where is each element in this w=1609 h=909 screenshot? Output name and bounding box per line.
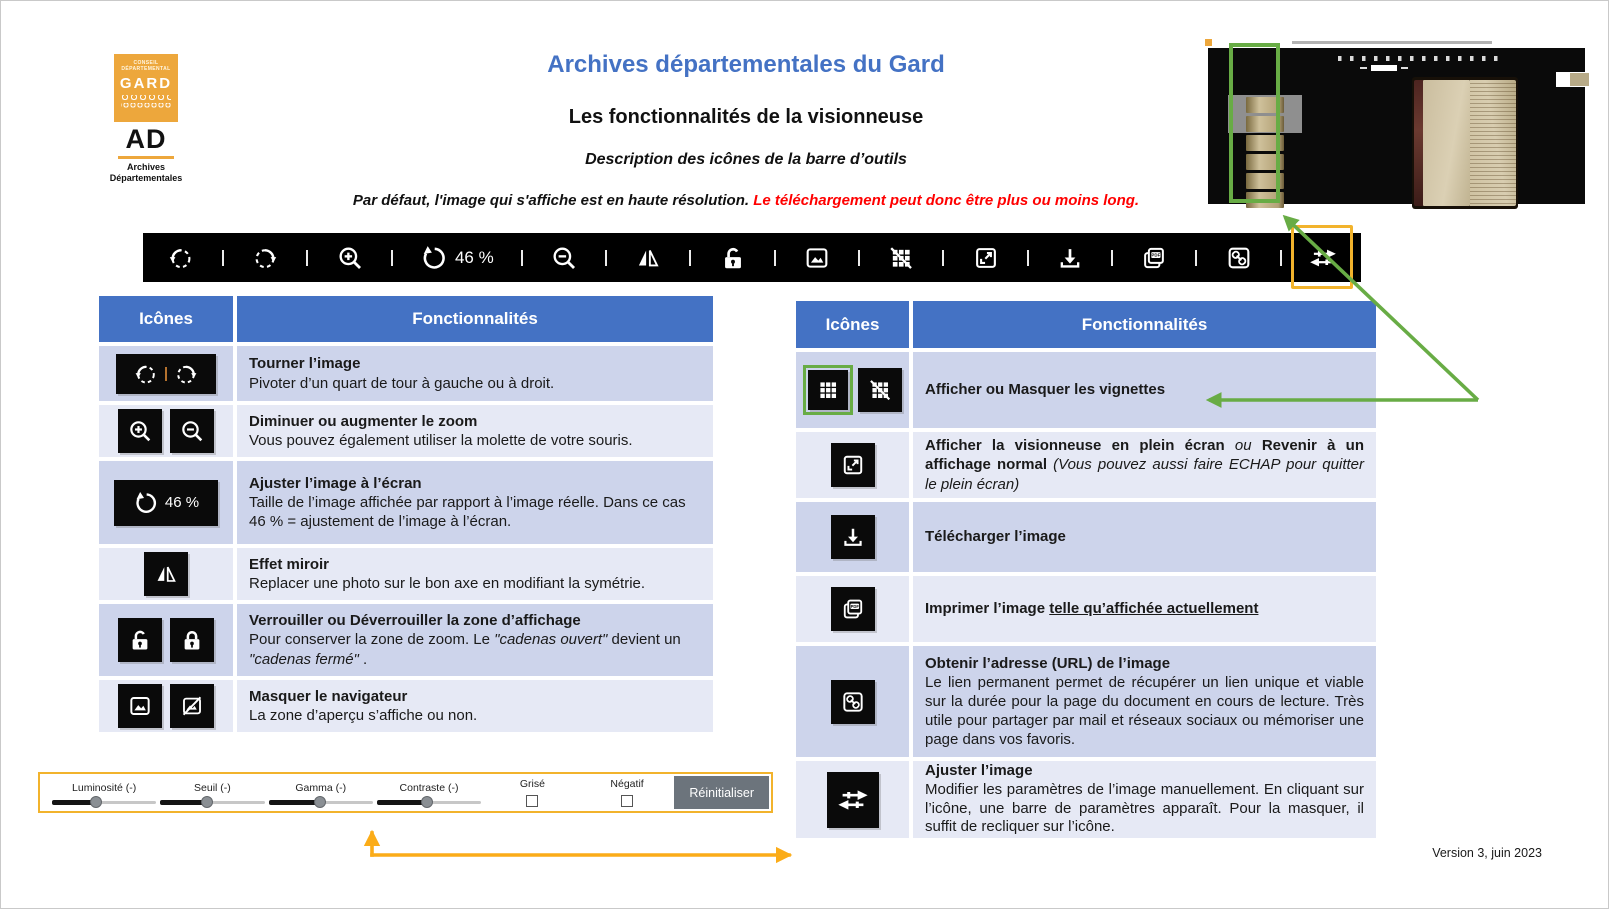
download-icon xyxy=(1056,244,1084,272)
image-parameters-bar xyxy=(38,772,773,813)
logo-caption2: Départementales xyxy=(109,173,183,184)
table-row-thumbnails xyxy=(796,352,1376,428)
zoom-out-button[interactable] xyxy=(550,244,578,272)
feature-title: Ajuster l’image à l’écran xyxy=(249,474,422,492)
permalink-illustration xyxy=(831,680,875,724)
gard-logo xyxy=(86,54,206,185)
feature-title: Tourner l’image xyxy=(249,355,361,373)
checkbox-label: Négatif xyxy=(610,778,644,790)
sliders-icon xyxy=(837,784,869,816)
viewer-book-image xyxy=(1412,77,1518,209)
grise-checkbox[interactable] xyxy=(526,795,538,807)
toolbar-separator xyxy=(306,250,308,266)
toolbar-separator xyxy=(605,250,607,266)
slider-label: Seuil (-) xyxy=(194,781,231,794)
viewer-logo-icon xyxy=(1205,39,1212,46)
viewer-overview-thumbnail xyxy=(1556,72,1590,87)
rotate-right-icon xyxy=(251,244,279,272)
toolbar-separator xyxy=(1195,250,1197,266)
thumbnails-off-icon xyxy=(887,244,915,272)
hide-thumbnails-button[interactable] xyxy=(887,244,915,272)
column-header-icons: Icônes xyxy=(796,301,909,348)
feature-title: Obtenir l’adresse (URL) de l’image xyxy=(925,654,1171,672)
slider-knob[interactable] xyxy=(314,796,326,808)
thumbnails-off-icon xyxy=(867,377,893,403)
slider-group-seuil xyxy=(160,782,264,804)
feature-title: Effet miroir xyxy=(249,555,330,573)
rotate-icons-illustration xyxy=(116,354,216,394)
icons-table-left xyxy=(99,296,713,732)
navigator-icon xyxy=(803,244,831,272)
slider-label: Gamma (-) xyxy=(295,781,347,794)
viewer-page-indicator xyxy=(1360,65,1408,71)
feature-desc: Le lien permanent permet de récupérer un lien unique et viable sur la durée pour la page du document en cours de lecture. Très utile pour partager par mail et réseaux sociaux ou mémoriser une page dans vos favoris. xyxy=(925,673,1364,749)
book-spine xyxy=(1414,80,1423,206)
contraste-slider[interactable] xyxy=(377,801,481,804)
lock-open-icon xyxy=(719,244,747,272)
thumbnails-illustration xyxy=(808,370,848,410)
download-button[interactable] xyxy=(1056,244,1084,272)
viewer-titlebar-text xyxy=(1292,41,1492,44)
thumbnails-green-highlight xyxy=(803,365,853,415)
zoom-out-illustration xyxy=(170,409,214,453)
feature-desc: Afficher la visionneuse en plein écran ou Revenir à un affichage normal (Vous pouvez aussi faire ECHAP pour quitter le plein écran) xyxy=(925,437,1364,493)
pdf-icon xyxy=(840,596,866,622)
settings-highlight-box xyxy=(1291,225,1353,289)
link-icon xyxy=(840,689,866,715)
navigator-illustration xyxy=(118,684,162,728)
rotate-right-button[interactable] xyxy=(251,244,279,272)
gard-logo-square xyxy=(114,54,178,122)
table-row-fit-screen xyxy=(99,461,713,544)
column-header-functions: Fonctionnalités xyxy=(913,301,1376,348)
feature-title: Télécharger l’image xyxy=(925,528,1066,546)
viewer-screenshot xyxy=(1197,37,1587,205)
toolbar-separator xyxy=(1280,250,1282,266)
thumbnails-icon xyxy=(815,377,841,403)
table-row-download xyxy=(796,502,1376,572)
table-row-navigator xyxy=(99,680,713,732)
reset-button[interactable]: Réinitialiser xyxy=(674,776,769,809)
feature-title: Ajuster l’image xyxy=(925,762,1033,780)
checkbox-label: Grisé xyxy=(519,778,545,790)
toolbar-separator xyxy=(1111,250,1113,266)
rotate-right-icon xyxy=(173,361,199,387)
table-row-permalink xyxy=(796,646,1376,757)
fit-to-screen-button[interactable] xyxy=(420,244,494,272)
fullscreen-button[interactable] xyxy=(972,244,1000,272)
feature-desc: Pivoter d’un quart de tour à gauche ou à droit. xyxy=(249,374,555,392)
icon-separator xyxy=(165,367,167,381)
rotate-left-icon xyxy=(133,361,159,387)
checkbox-group-grise xyxy=(485,778,580,807)
logo-conseil-line1: CONSEIL xyxy=(133,60,159,66)
toolbar-separator xyxy=(774,250,776,266)
slider-label: Contraste (-) xyxy=(399,781,459,794)
slider-group-gamma xyxy=(269,782,373,804)
toolbar-separator xyxy=(942,250,944,266)
column-header-functions: Fonctionnalités xyxy=(237,296,713,342)
pdf-icon xyxy=(1140,244,1168,272)
table-row-print xyxy=(796,576,1376,642)
zoom-out-icon xyxy=(179,418,205,444)
slider-knob[interactable] xyxy=(201,796,213,808)
note-red: Le téléchargement peut donc être plus ou moins long. xyxy=(753,192,1140,209)
feature-title: Imprimer l’image telle qu’affichée actuellement xyxy=(925,600,1259,618)
logo-conseil-line2: DÉPARTEMENTAL xyxy=(121,66,171,73)
luminosite-slider[interactable] xyxy=(52,801,156,804)
zoom-out-icon xyxy=(550,244,578,272)
lock-closed-icon xyxy=(179,627,205,653)
mirror-icon xyxy=(153,561,179,587)
viewer-toolbar xyxy=(143,233,1361,282)
zoom-in-button[interactable] xyxy=(336,244,364,272)
feature-title: Afficher ou Masquer les vignettes xyxy=(925,381,1166,399)
note-black: Par défaut, l'image qui s'affiche est en haute résolution. xyxy=(352,192,750,209)
download-illustration xyxy=(831,515,875,559)
table-row-lock xyxy=(99,604,713,676)
feature-desc: Taille de l’image affichée par rapport à l’image réelle. Dans ce cas 46 % = ajustement de l’image à l’écran. xyxy=(249,493,686,531)
link-icon xyxy=(1225,244,1253,272)
slider-group-luminosite xyxy=(52,782,156,804)
fullscreen-illustration xyxy=(831,443,875,487)
download-icon xyxy=(840,524,866,550)
feature-title: Masquer le navigateur xyxy=(249,687,408,705)
fit-to-screen-icon xyxy=(133,490,159,516)
fullscreen-icon xyxy=(972,244,1000,272)
fit-to-screen-illustration xyxy=(114,480,218,526)
lock-open-icon xyxy=(127,627,153,653)
rotate-left-icon xyxy=(167,244,195,272)
thumbnails-green-rectangle xyxy=(1229,43,1280,203)
slider-group-contraste xyxy=(377,782,481,804)
viewer-mini-toolbar xyxy=(1338,56,1506,61)
permalink-button[interactable] xyxy=(1225,244,1253,272)
zoom-in-icon xyxy=(336,244,364,272)
navigator-off-icon xyxy=(179,693,205,719)
toolbar-separator xyxy=(858,250,860,266)
feature-desc: Replacer une photo sur le bon axe en modifiant la symétrie. xyxy=(249,575,646,592)
slider-knob[interactable] xyxy=(90,796,102,808)
column-header-icons: Icônes xyxy=(99,296,233,342)
toolbar-separator xyxy=(521,250,523,266)
page-subtitle: Les fonctionnalités de la visionneuse xyxy=(568,106,924,128)
negatif-checkbox[interactable] xyxy=(621,795,633,807)
mirror-icon xyxy=(634,244,662,272)
page-title: Archives départementales du Gard xyxy=(547,51,945,78)
navigator-off-illustration xyxy=(170,684,214,728)
zoom-in-icon xyxy=(127,418,153,444)
logo-caption1: Archives xyxy=(126,162,166,172)
lock-button[interactable] xyxy=(719,244,747,272)
mirror-button[interactable] xyxy=(634,244,662,272)
seuil-slider[interactable] xyxy=(160,801,264,804)
adjust-image-illustration xyxy=(827,772,879,828)
rotate-left-button[interactable] xyxy=(167,244,195,272)
print-pdf-illustration xyxy=(831,587,875,631)
pont-du-gard-icon xyxy=(121,95,171,111)
table-row-mirror xyxy=(99,548,713,600)
fullscreen-icon xyxy=(840,452,866,478)
icons-table-right xyxy=(796,301,1376,838)
logo-gard-text: GARD xyxy=(119,74,173,92)
version-label: Version 3, juin 2023 xyxy=(1432,846,1542,860)
table-row-rotate xyxy=(99,346,713,401)
table-row-fullscreen xyxy=(796,432,1376,498)
feature-title: Verrouiller ou Déverrouiller la zone d’affichage xyxy=(249,612,581,630)
table-row-zoom xyxy=(99,405,713,457)
slider-knob[interactable] xyxy=(421,796,433,808)
feature-title: Diminuer ou augmenter le zoom xyxy=(249,412,478,430)
feature-desc: Vous pouvez également utiliser la molette de votre souris. xyxy=(249,432,633,449)
feature-desc: Modifier les paramètres de l’image manuellement. En cliquant sur l’icône, une barre de paramètres apparaît. Pour la masquer, il suffit de recliquer sur l’icône. xyxy=(925,780,1364,836)
toolbar-separator xyxy=(1027,250,1029,266)
slider-label: Luminosité (-) xyxy=(72,781,137,794)
doc-description: Description des icônes de la barre d’outils xyxy=(585,151,907,168)
toolbar-separator xyxy=(222,250,224,266)
logo-ad-text: AD xyxy=(125,124,167,154)
feature-desc: La zone d’aperçu s’affiche ou non. xyxy=(249,707,478,724)
book-right-page xyxy=(1470,80,1517,206)
thumbnails-off-illustration xyxy=(858,368,902,412)
zoom-percentage-value: 46 % xyxy=(454,247,494,267)
print-pdf-button[interactable] xyxy=(1140,244,1168,272)
zoom-percentage-value: 46 % xyxy=(164,494,200,511)
fit-to-screen-icon xyxy=(420,244,448,272)
show-navigator-button[interactable] xyxy=(803,244,831,272)
toolbar-separator xyxy=(689,250,691,266)
gamma-slider[interactable] xyxy=(269,801,373,804)
logo-rule xyxy=(118,156,174,159)
lock-open-illustration xyxy=(118,618,162,662)
lock-closed-illustration xyxy=(170,618,214,662)
checkbox-group-negatif xyxy=(580,778,675,807)
book-left-page xyxy=(1423,80,1470,206)
navigator-icon xyxy=(127,693,153,719)
table-row-adjust xyxy=(796,761,1376,838)
mirror-illustration xyxy=(144,552,188,596)
feature-desc: Pour conserver la zone de zoom. Le "cadenas ouvert" devient un "cadenas fermé" . xyxy=(249,631,681,668)
toolbar-separator xyxy=(391,250,393,266)
zoom-in-illustration xyxy=(118,409,162,453)
